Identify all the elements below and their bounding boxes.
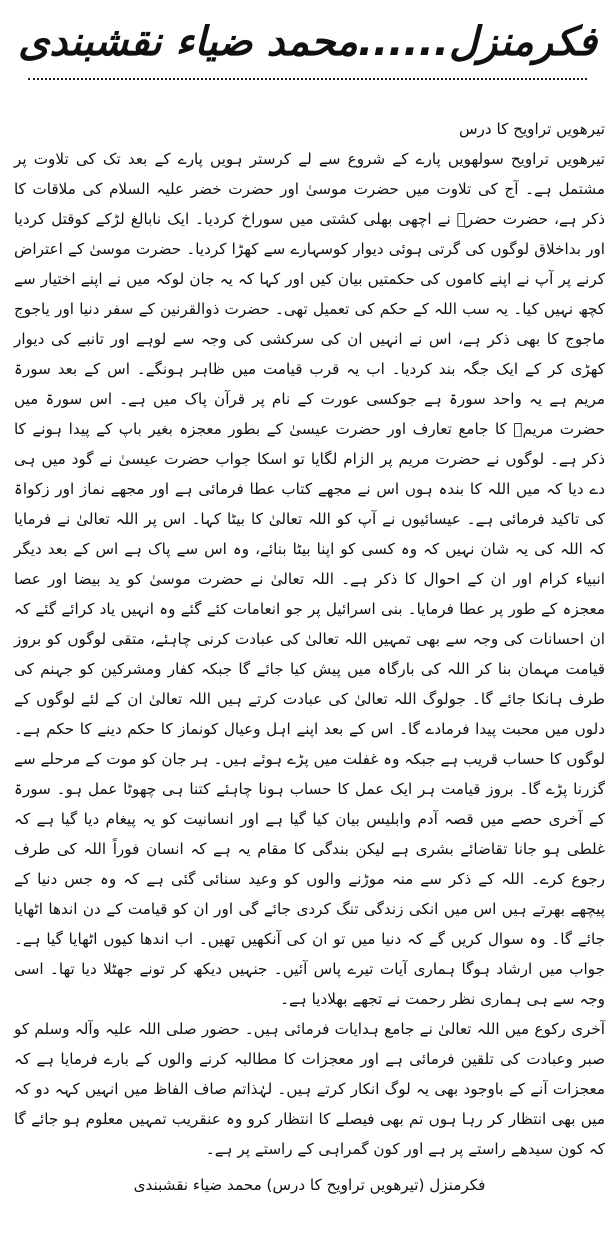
article-paragraph: تیرھویں تراویح سولھویں پارے کے شروع سے لے کرستر ہویں پارے کے بعد تک کی تلاوت پر مشتمل ہے۔ آج کی تلاوت میں حضرت موسیٰ اور حضرت خضر علیہ السلام کی ملاقات کا ذکر ہے، حضرت حضرؑ نے اچھی بھلی کشتی میں سوراخ کردیا۔ ایک نابالغ لڑکے کوقتل کردیا اور بداخلاق لوگوں کی گرتی ہوئی دیوار کوسہارے سے کھڑا کردیا۔ حضرت موسیٰ کے اعتراض کرنے پر آپ نے اپنے کاموں کی حکمتیں بیان کیں اور کہا کہ یہ جان لوکہ میں نے اپنے اختیار سے کچھ نہیں کیا۔ یہ سب اللہ کے حکم کی تعمیل تھی۔ حضرت ذوالقرنین کے سفر دنیا اور یاجوج ماجوج کا بھی ذکر ہے، اس نے انہیں ان کی سرکشی کی وجہ سے لوہے اور تانبے کی دیوار کھڑی کر کے ایک جگہ بند کردیا۔ اب یہ قرب قیامت میں ظاہر ہونگے۔ اس کے بعد سورۃ مریم ہے یہ واحد سورۃ ہے جوکسی عورت کے نام پر قرآن پاک میں ہے۔ اس سورۃ میں حضرت مریمؑ کا جامع تعارف اور حضرت عیسیٰ کے بطور معجزہ بغیر باپ کے پیدا ہونے کا ذکر ہے۔ لوگوں نے حضرت مریم پر الزام لگایا تو اسکا جواب حضرت عیسیٰ نے گود میں ہی دے دیا کہ میں اللہ کا بندہ ہوں اس نے مجھے کتاب عطا فرمائی ہے اور مجھے نماز اور زکواۃ کی تاکید فرمائی ہے۔ عیسائیوں نے آپ کو اللہ تعالیٰ کا بیٹا کہا۔ اس پر اللہ تعالیٰ نے فرمایا کہ اللہ کی یہ شان نہیں کہ وہ کسی کو اپنا بیٹا بنائے، وہ اس سے پاک ہے اس کے بعد دیگر انبیاء کرام اور ان کے احوال کا ذکر ہے۔ اللہ تعالیٰ نے حضرت موسیٰ کو ید بیضا اور عصا معجزہ کے طور پر عطا فرمایا۔ بنی اسرائیل پر جو انعامات کئے گئے وہ انہیں یاد کرائے گئے کہ ان احسانات کی وجہ سے بھی تمہیں اللہ تعالیٰ کی عبادت کرنی چاہئے، متقی لوگوں کو بروز قیامت مہمان بنا کر اللہ کی بارگاہ میں پیش کیا جائے گا جبکہ کفار ومشرکین کو جہنم کی طرف ہانکا جائے گا۔ جولوگ اللہ تعالیٰ کی عبادت کرتے ہیں اللہ تعالیٰ ان کے لئے لوگوں کے دلوں میں محبت پیدا فرمادے گا۔ اس کے بعد اپنے اہل وعیال کونماز کا حکم دینے کا حکم ہے۔ لوگوں کا حساب قریب ہے جبکہ وہ غفلت میں پڑے ہوئے ہیں۔ ہر جان کو موت کے مرحلے سے گزرنا پڑے گا۔ بروز قیامت ہر ایک عمل کا حساب ہونا چاہئے کتنا ہی چھوٹا عمل ہو۔ سورۃ کے آخری حصے میں قصہ آدم وابلیس بیان کیا گیا ہے اور انسانیت کو یہ پیغام دیا گیا ہے کہ غلطی ہو جانا تقاضائے بشری ہے لیکن بندگی کا مقام یہ ہے کہ انسان فوراً اللہ کی طرف رجوع کرے۔ اللہ کے ذکر سے منہ موڑنے والوں کو وعید سنائی گئی ہے کہ وہ جس دنیا کے پیچھے بھرتے ہیں اس میں انکی زندگی تنگ کردی جائے گی اور ان کو قیامت کے دن اندھا اٹھایا جائے گا۔ وہ سوال کریں گے کہ دنیا میں تو ان کی آنکھیں تھیں۔ اب اندھا کیوں اٹھایا گیا ہے۔ جواب میں ارشاد ہوگا ہماری آیات تیرے پاس آئیں۔ جنہیں دیکھ کر تونے جھٹلا دیا تھا۔ اسی وجہ سے ہی ہماری نظر رحمت نے تجھے بھلادیا ہے۔ — [14, 150, 605, 1008]
article-footer: فکرمنزل (تیرھویں تراویح کا درس) محمد ضیاء نقشبندی — [133, 1176, 486, 1194]
article-paragraph: آخری رکوع میں اللہ تعالیٰ نے جامع ہدایات فرمائی ہیں۔ حضور صلی اللہ علیہ وآلہ وسلم کو صبر وعبادت کی تلقین فرمائی ہے اور معجزات کا مطالبہ کرنے والوں کے بارے فرمایا ہے کہ معجزات آنے کے باوجود بھی یہ لوگ انکار کرتے ہیں۔ لہٰذاتم صاف الفاظ میں انہیں کہہ دو کہ میں بھی انتظار کر رہا ہوں تم بھی فیصلے کا انتظار کرو وہ عنقریب تمہیں معلوم ہو جائے گا کہ کون سیدھے راستے پر ہے اور کون گمراہی کے راستے پر ہے۔ — [14, 1020, 605, 1158]
column-header — [12, 10, 603, 82]
column-title: فکرمنزل......محمد ضیاء نقشبندی — [18, 19, 597, 65]
article-body — [14, 114, 605, 1224]
article-heading: تیرھویں تراویح کا درس — [458, 120, 605, 138]
header-dotted-rule — [28, 78, 587, 80]
